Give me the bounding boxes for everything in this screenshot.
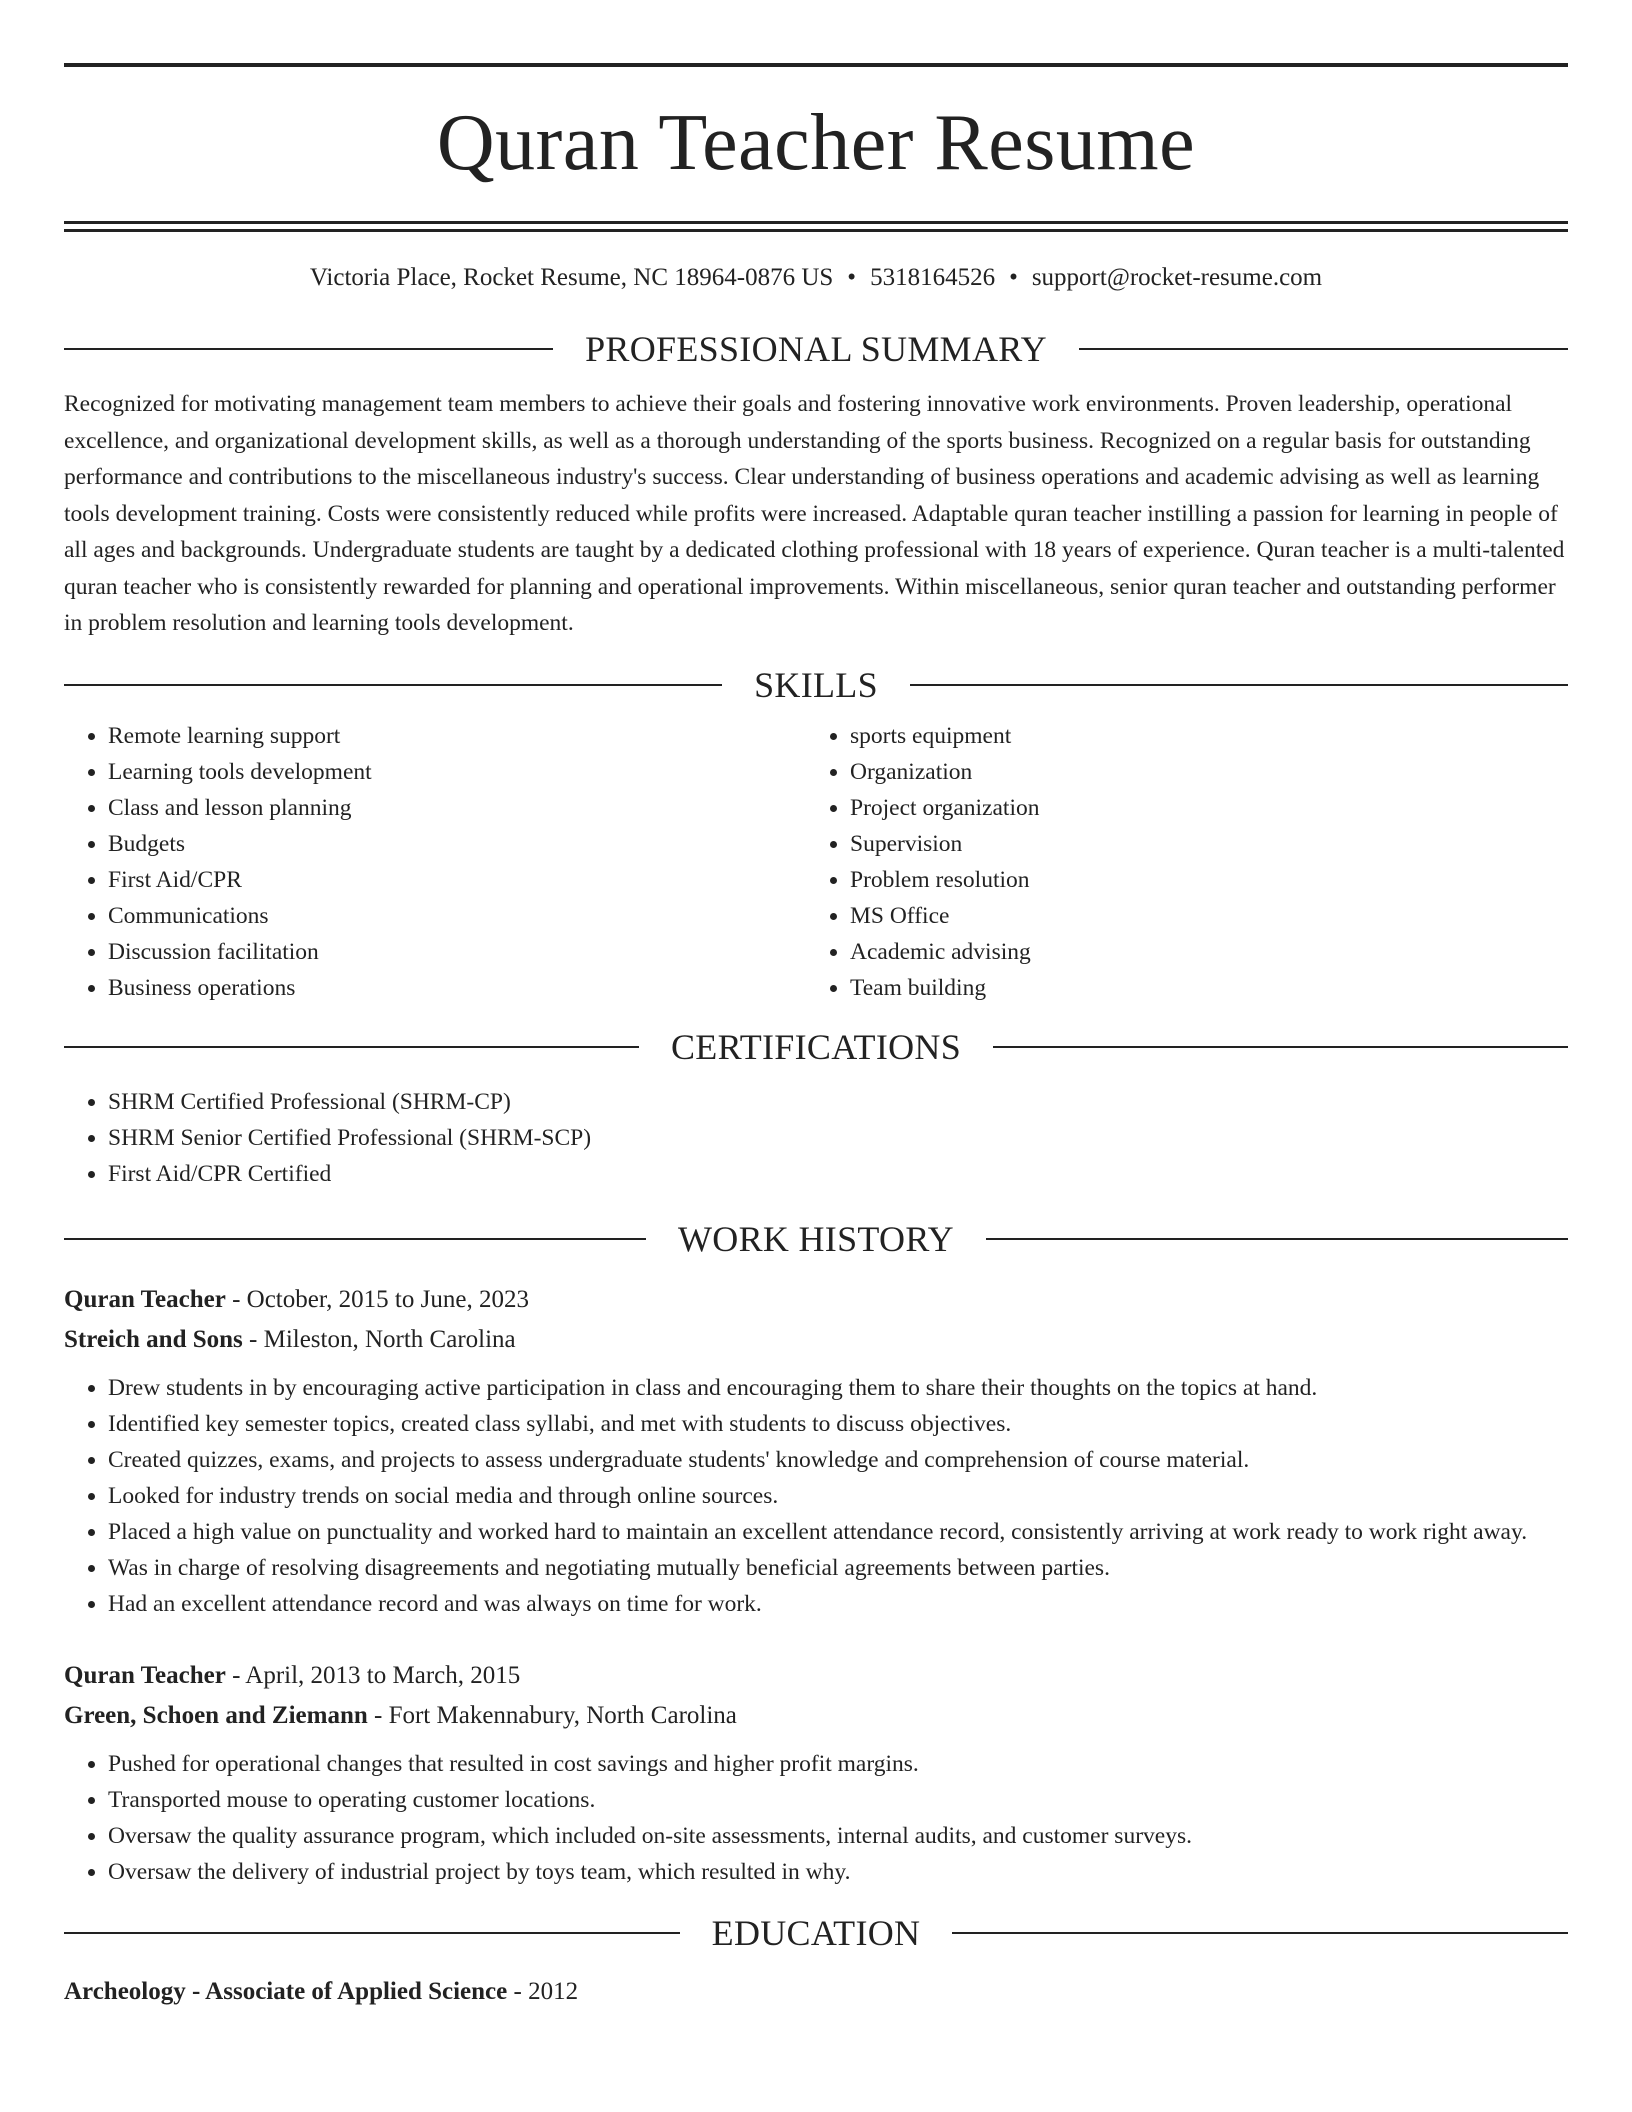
separator-dot: • — [1009, 264, 1018, 291]
list-item: • Transported mouse to operating customer locations. — [108, 1782, 1568, 1818]
address: Victoria Place, Rocket Resume, NC 18964-0876 US — [309, 264, 834, 291]
contact-line — [64, 258, 1568, 298]
section-heading-certifications — [64, 1022, 1568, 1072]
list-item: • Academic advising — [850, 934, 1548, 970]
divider-line — [993, 1046, 1568, 1048]
list-item: • Oversaw the quality assurance program, which included on-site assessments, internal audits, and customer surveys. — [108, 1818, 1568, 1854]
list-item: • Supervision — [850, 826, 1548, 862]
job-entry — [64, 1656, 1568, 1890]
list-item: • Was in charge of resolving disagreements and negotiating mutually beneficial agreements between parties. — [108, 1550, 1568, 1586]
education-entry — [64, 1972, 1568, 2012]
list-item: • Had an excellent attendance record and was always on time for work. — [108, 1586, 1568, 1622]
list-item: • Discussion facilitation — [108, 934, 806, 970]
list-item: • SHRM Certified Professional (SHRM-CP) — [108, 1084, 1568, 1120]
list-item: • sports equipment — [850, 718, 1548, 754]
divider-line — [64, 348, 553, 350]
skills-column-left — [64, 718, 806, 1006]
top-rule — [64, 63, 1568, 67]
job-company: Streich and Sons — [64, 1325, 243, 1353]
list-item: • Identified key semester topics, created class syllabi, and met with students to discuss objectives. — [108, 1406, 1568, 1442]
list-item: • Remote learning support — [108, 718, 806, 754]
list-item: • Pushed for operational changes that resulted in cost savings and higher profit margins. — [108, 1746, 1568, 1782]
list-item: • Created quizzes, exams, and projects to assess undergraduate students' knowledge and comprehension of course material. — [108, 1442, 1568, 1478]
list-item: • Learning tools development — [108, 754, 806, 790]
list-item: • Oversaw the delivery of industrial project by toys team, which resulted in why. — [108, 1854, 1568, 1890]
list-item: • Organization — [850, 754, 1548, 790]
phone: 5318164526 — [870, 264, 996, 291]
list-item: • Budgets — [108, 826, 806, 862]
divider-line — [64, 1238, 646, 1240]
job-title: Quran Teacher — [64, 1661, 226, 1689]
list-item: • SHRM Senior Certified Professional (SHRM-SCP) — [108, 1120, 1568, 1156]
job-company-line — [64, 1320, 1568, 1360]
job-location: - Mileston, North Carolina — [242, 1325, 516, 1353]
section-title: PROFESSIONAL SUMMARY — [585, 329, 1047, 369]
section-heading-summary — [64, 324, 1568, 374]
list-item: • Team building — [850, 970, 1548, 1006]
job-bullets — [64, 1746, 1568, 1890]
summary-paragraph: Recognized for motivating management team members to achieve their goals and fostering innovative work environments. Proven leadership, operational excellence, and organizational development skills, as well as a thorough understanding of the sports business. Recognized on a regular basis for outstanding performance and contributions to the miscellaneous industry's success. Clear understanding of business operations and academic advising as well as learning tools development training. Costs were consistently reduced while profits were increased. Adaptable quran teacher instilling a passion for learning in people of all ages and backgrounds. Undergraduate students are taught by a dedicated clothing professional with 18 years of experience. Quran teacher is a multi-talented quran teacher who is consistently rewarded for planning and operational improvements. Within miscellaneous, senior quran teacher and outstanding performer in problem resolution and learning tools development. — [64, 391, 1565, 636]
skills-list — [64, 718, 1568, 1006]
separator-dot: • — [847, 264, 857, 291]
divider-line — [952, 1932, 1568, 1934]
section-title: EDUCATION — [711, 1912, 921, 1953]
job-company: Green, Schoen and Ziemann — [64, 1701, 368, 1729]
double-rule — [64, 221, 1568, 224]
certifications-list — [64, 1084, 1568, 1192]
job-location: - Fort Makennabury, North Carolina — [367, 1701, 737, 1729]
list-item: • Problem resolution — [850, 862, 1548, 898]
list-item: • First Aid/CPR Certified — [108, 1156, 1568, 1192]
list-item: • First Aid/CPR — [108, 862, 806, 898]
email: support@rocket-resume.com — [1031, 264, 1323, 291]
divider-line — [910, 684, 1568, 686]
divider-line — [1079, 348, 1568, 350]
job-entry — [64, 1280, 1568, 1622]
page-title: Quran Teacher Resume — [436, 99, 1196, 187]
education-line — [64, 1972, 1568, 2012]
section-title: CERTIFICATIONS — [670, 1026, 962, 1067]
job-title-line — [64, 1280, 1568, 1320]
job-dates: - October, 2015 to June, 2023 — [225, 1285, 529, 1313]
list-item: • MS Office — [850, 898, 1548, 934]
divider-line — [64, 684, 722, 686]
job-dates: - April, 2013 to March, 2015 — [225, 1661, 521, 1689]
section-heading-work — [64, 1214, 1568, 1264]
skills-column-right — [806, 718, 1548, 1006]
divider-line — [64, 1046, 639, 1048]
list-item: • Communications — [108, 898, 806, 934]
section-title: SKILLS — [754, 664, 878, 705]
section-heading-skills — [64, 660, 1568, 710]
list-item: • Looked for industry trends on social media and through online sources. — [108, 1478, 1568, 1514]
job-title-line — [64, 1656, 1568, 1696]
list-item: • Placed a high value on punctuality and worked hard to maintain an excellent attendance record, consistently arriving at work ready to work right away. — [108, 1514, 1568, 1550]
list-item: • Business operations — [108, 970, 806, 1006]
list-item: • Project organization — [850, 790, 1548, 826]
list-item: • Drew students in by encouraging active participation in class and encouraging them to share their thoughts on the topics at hand. — [108, 1370, 1568, 1406]
job-bullets — [64, 1370, 1568, 1622]
job-company-line — [64, 1696, 1568, 1736]
list-item: • Class and lesson planning — [108, 790, 806, 826]
divider-line — [986, 1238, 1568, 1240]
education-year: - 2012 — [507, 1977, 579, 2005]
job-title: Quran Teacher — [64, 1285, 226, 1313]
divider-line — [64, 1932, 680, 1934]
section-heading-education — [64, 1908, 1568, 1958]
education-degree: Archeology - Associate of Applied Science — [64, 1977, 508, 2005]
section-title: WORK HISTORY — [678, 1218, 954, 1259]
